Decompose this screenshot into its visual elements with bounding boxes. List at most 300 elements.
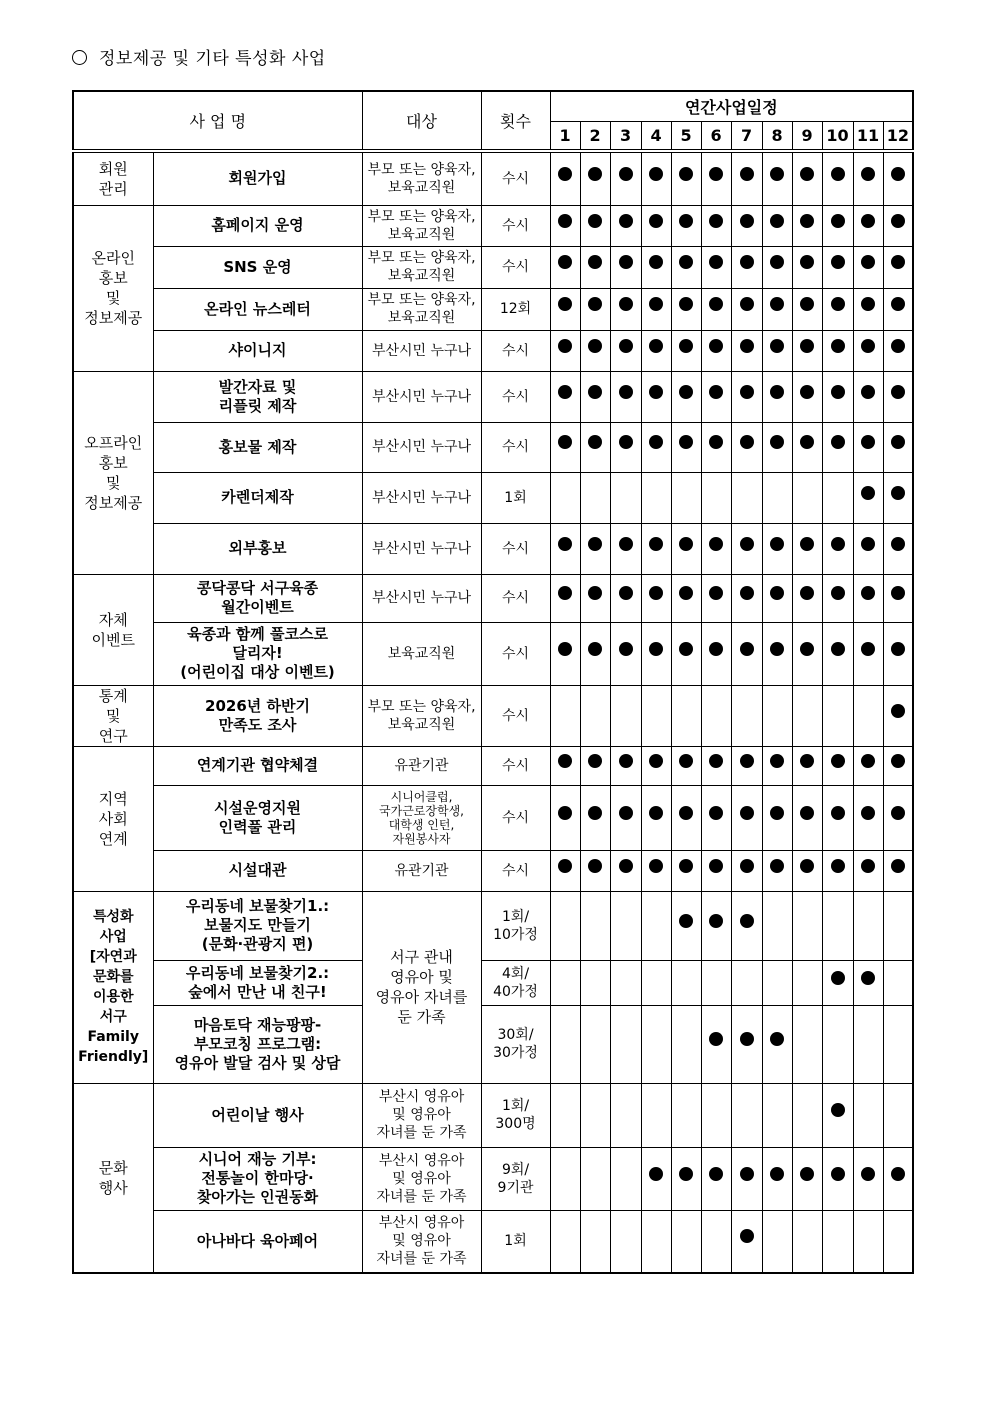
target-cell: 부산시민 누구나 bbox=[362, 472, 481, 523]
target-cell: 부산시 영유아 및 영유아 자녀를 둔 가족 bbox=[362, 1147, 481, 1210]
schedule-dot-icon bbox=[740, 167, 754, 181]
schedule-table bbox=[72, 90, 914, 1274]
schedule-dot-icon bbox=[558, 297, 572, 311]
schedule-dot-icon bbox=[740, 642, 754, 656]
month-cell-5 bbox=[671, 1005, 701, 1083]
target-cell: 부산시민 누구나 bbox=[362, 422, 481, 472]
program-name: 샤이니지 bbox=[153, 330, 362, 371]
program-name: SNS 운영 bbox=[153, 246, 362, 288]
schedule-dot-icon bbox=[679, 167, 693, 181]
schedule-dot-icon bbox=[891, 806, 905, 820]
target-cell: 시니어클럽, 국가근로장학생, 대학생 인턴, 자원봉사자 bbox=[362, 785, 481, 850]
month-cell-2 bbox=[580, 891, 610, 960]
month-cell-2 bbox=[580, 622, 610, 685]
month-cell-6 bbox=[701, 1147, 731, 1210]
schedule-dot-icon bbox=[709, 385, 723, 399]
program-name: 외부홍보 bbox=[153, 523, 362, 574]
schedule-dot-icon bbox=[588, 435, 602, 449]
schedule-dot-icon bbox=[709, 914, 723, 928]
month-cell-7 bbox=[731, 785, 762, 850]
month-cell-7 bbox=[731, 246, 762, 288]
month-cell-10 bbox=[822, 205, 853, 246]
category-cell: 온라인 홍보 및 정보제공 bbox=[73, 205, 153, 371]
month-cell-2 bbox=[580, 574, 610, 622]
month-cell-5 bbox=[671, 574, 701, 622]
month-cell-12 bbox=[883, 1083, 913, 1147]
schedule-dot-icon bbox=[861, 537, 875, 551]
month-cell-5 bbox=[671, 472, 701, 523]
month-cell-3 bbox=[610, 785, 641, 850]
schedule-dot-icon bbox=[649, 255, 663, 269]
schedule-dot-icon bbox=[679, 297, 693, 311]
month-cell-1 bbox=[550, 622, 580, 685]
month-cell-8 bbox=[762, 746, 792, 785]
schedule-dot-icon bbox=[831, 255, 845, 269]
schedule-dot-icon bbox=[770, 1167, 784, 1181]
schedule-dot-icon bbox=[861, 486, 875, 500]
month-cell-2 bbox=[580, 246, 610, 288]
month-cell-1 bbox=[550, 960, 580, 1005]
month-cell-5 bbox=[671, 891, 701, 960]
schedule-dot-icon bbox=[679, 642, 693, 656]
header-month-9: 9 bbox=[792, 121, 822, 151]
table-row bbox=[73, 746, 913, 785]
month-cell-4 bbox=[641, 330, 671, 371]
month-cell-5 bbox=[671, 746, 701, 785]
schedule-dot-icon bbox=[649, 297, 663, 311]
month-cell-11 bbox=[853, 205, 883, 246]
schedule-dot-icon bbox=[891, 859, 905, 873]
schedule-dot-icon bbox=[558, 255, 572, 269]
program-name: 연계기관 협약체결 bbox=[153, 746, 362, 785]
table-row bbox=[73, 891, 913, 960]
month-cell-8 bbox=[762, 960, 792, 1005]
target-cell: 부모 또는 양육자, 보육교직원 bbox=[362, 205, 481, 246]
schedule-dot-icon bbox=[891, 339, 905, 353]
month-cell-7 bbox=[731, 1083, 762, 1147]
month-cell-6 bbox=[701, 685, 731, 746]
month-cell-6 bbox=[701, 1210, 731, 1273]
header-month-11: 11 bbox=[853, 121, 883, 151]
month-cell-7 bbox=[731, 850, 762, 891]
month-cell-7 bbox=[731, 574, 762, 622]
month-cell-5 bbox=[671, 1210, 701, 1273]
table-row bbox=[73, 785, 913, 850]
month-cell-12 bbox=[883, 960, 913, 1005]
month-cell-5 bbox=[671, 785, 701, 850]
schedule-dot-icon bbox=[831, 806, 845, 820]
month-cell-4 bbox=[641, 246, 671, 288]
month-cell-8 bbox=[762, 1210, 792, 1273]
schedule-dot-icon bbox=[800, 586, 814, 600]
program-name: 시설대관 bbox=[153, 850, 362, 891]
month-cell-9 bbox=[792, 151, 822, 205]
count-cell: 1회/ 300명 bbox=[481, 1083, 550, 1147]
schedule-dot-icon bbox=[770, 586, 784, 600]
month-cell-3 bbox=[610, 960, 641, 1005]
month-cell-4 bbox=[641, 371, 671, 422]
table-row bbox=[73, 574, 913, 622]
schedule-dot-icon bbox=[588, 642, 602, 656]
month-cell-7 bbox=[731, 288, 762, 330]
schedule-dot-icon bbox=[558, 859, 572, 873]
header-program: 사 업 명 bbox=[73, 91, 362, 151]
schedule-dot-icon bbox=[891, 385, 905, 399]
schedule-dot-icon bbox=[800, 214, 814, 228]
schedule-dot-icon bbox=[649, 167, 663, 181]
header-month-6: 6 bbox=[701, 121, 731, 151]
schedule-dot-icon bbox=[740, 859, 754, 873]
count-cell: 수시 bbox=[481, 685, 550, 746]
month-cell-7 bbox=[731, 746, 762, 785]
schedule-dot-icon bbox=[770, 255, 784, 269]
month-cell-8 bbox=[762, 422, 792, 472]
schedule-dot-icon bbox=[800, 1167, 814, 1181]
month-cell-8 bbox=[762, 1147, 792, 1210]
schedule-dot-icon bbox=[679, 339, 693, 353]
month-cell-10 bbox=[822, 785, 853, 850]
month-cell-5 bbox=[671, 288, 701, 330]
schedule-dot-icon bbox=[619, 859, 633, 873]
month-cell-10 bbox=[822, 371, 853, 422]
month-cell-9 bbox=[792, 574, 822, 622]
month-cell-10 bbox=[822, 1083, 853, 1147]
month-cell-3 bbox=[610, 891, 641, 960]
month-cell-1 bbox=[550, 746, 580, 785]
header-month-2: 2 bbox=[580, 121, 610, 151]
schedule-dot-icon bbox=[861, 1167, 875, 1181]
schedule-dot-icon bbox=[679, 255, 693, 269]
month-cell-1 bbox=[550, 685, 580, 746]
month-cell-11 bbox=[853, 371, 883, 422]
schedule-dot-icon bbox=[649, 339, 663, 353]
target-cell: 부모 또는 양육자, 보육교직원 bbox=[362, 288, 481, 330]
program-name: 아나바다 육아페어 bbox=[153, 1210, 362, 1273]
schedule-dot-icon bbox=[588, 255, 602, 269]
month-cell-6 bbox=[701, 523, 731, 574]
schedule-dot-icon bbox=[770, 385, 784, 399]
month-cell-4 bbox=[641, 205, 671, 246]
schedule-dot-icon bbox=[740, 339, 754, 353]
schedule-dot-icon bbox=[588, 385, 602, 399]
schedule-dot-icon bbox=[831, 339, 845, 353]
schedule-dot-icon bbox=[831, 642, 845, 656]
table-row bbox=[73, 371, 913, 422]
month-cell-1 bbox=[550, 151, 580, 205]
month-cell-4 bbox=[641, 1005, 671, 1083]
header-month-8: 8 bbox=[762, 121, 792, 151]
month-cell-1 bbox=[550, 422, 580, 472]
schedule-dot-icon bbox=[588, 586, 602, 600]
schedule-dot-icon bbox=[831, 754, 845, 768]
schedule-dot-icon bbox=[679, 1167, 693, 1181]
count-cell: 4회/ 40가정 bbox=[481, 960, 550, 1005]
table-row bbox=[73, 1210, 913, 1273]
count-cell: 30회/ 30가정 bbox=[481, 1005, 550, 1083]
schedule-dot-icon bbox=[649, 435, 663, 449]
schedule-dot-icon bbox=[831, 1167, 845, 1181]
month-cell-3 bbox=[610, 1147, 641, 1210]
month-cell-4 bbox=[641, 523, 671, 574]
count-cell: 수시 bbox=[481, 422, 550, 472]
month-cell-7 bbox=[731, 1210, 762, 1273]
month-cell-3 bbox=[610, 371, 641, 422]
schedule-dot-icon bbox=[619, 754, 633, 768]
schedule-dot-icon bbox=[891, 537, 905, 551]
table-row bbox=[73, 1005, 913, 1083]
month-cell-7 bbox=[731, 205, 762, 246]
schedule-dot-icon bbox=[649, 586, 663, 600]
table-row bbox=[73, 205, 913, 246]
schedule-dot-icon bbox=[831, 435, 845, 449]
schedule-dot-icon bbox=[831, 214, 845, 228]
schedule-dot-icon bbox=[770, 806, 784, 820]
table-row bbox=[73, 960, 913, 1005]
month-cell-2 bbox=[580, 371, 610, 422]
table-row bbox=[73, 850, 913, 891]
table-row bbox=[73, 151, 913, 205]
month-cell-6 bbox=[701, 785, 731, 850]
month-cell-2 bbox=[580, 422, 610, 472]
month-cell-7 bbox=[731, 472, 762, 523]
month-cell-9 bbox=[792, 622, 822, 685]
schedule-dot-icon bbox=[558, 214, 572, 228]
target-cell: 부산시민 누구나 bbox=[362, 523, 481, 574]
month-cell-1 bbox=[550, 574, 580, 622]
month-cell-6 bbox=[701, 205, 731, 246]
month-cell-4 bbox=[641, 151, 671, 205]
month-cell-9 bbox=[792, 785, 822, 850]
month-cell-7 bbox=[731, 1005, 762, 1083]
header-month-1: 1 bbox=[550, 121, 580, 151]
category-cell: 지역 사회 연계 bbox=[73, 746, 153, 891]
count-cell: 수시 bbox=[481, 205, 550, 246]
month-cell-4 bbox=[641, 1147, 671, 1210]
program-name: 우리동네 보물찾기1.: 보물지도 만들기 (문화·관광지 편) bbox=[153, 891, 362, 960]
month-cell-10 bbox=[822, 422, 853, 472]
month-cell-10 bbox=[822, 1005, 853, 1083]
schedule-dot-icon bbox=[740, 297, 754, 311]
circle-bullet-icon bbox=[72, 50, 87, 65]
table-row bbox=[73, 523, 913, 574]
schedule-dot-icon bbox=[649, 214, 663, 228]
month-cell-12 bbox=[883, 1147, 913, 1210]
month-cell-5 bbox=[671, 960, 701, 1005]
table-row bbox=[73, 330, 913, 371]
month-cell-2 bbox=[580, 330, 610, 371]
month-cell-12 bbox=[883, 371, 913, 422]
month-cell-8 bbox=[762, 622, 792, 685]
month-cell-11 bbox=[853, 960, 883, 1005]
schedule-dot-icon bbox=[709, 167, 723, 181]
schedule-dot-icon bbox=[588, 859, 602, 873]
target-cell: 부모 또는 양육자, 보육교직원 bbox=[362, 151, 481, 205]
header-target: 대상 bbox=[362, 91, 481, 151]
schedule-dot-icon bbox=[588, 167, 602, 181]
schedule-dot-icon bbox=[831, 385, 845, 399]
schedule-dot-icon bbox=[740, 214, 754, 228]
schedule-dot-icon bbox=[679, 214, 693, 228]
schedule-dot-icon bbox=[770, 754, 784, 768]
month-cell-1 bbox=[550, 891, 580, 960]
schedule-dot-icon bbox=[679, 586, 693, 600]
month-cell-5 bbox=[671, 330, 701, 371]
schedule-dot-icon bbox=[891, 642, 905, 656]
month-cell-6 bbox=[701, 891, 731, 960]
month-cell-3 bbox=[610, 622, 641, 685]
schedule-dot-icon bbox=[740, 914, 754, 928]
month-cell-9 bbox=[792, 1005, 822, 1083]
schedule-dot-icon bbox=[588, 806, 602, 820]
month-cell-10 bbox=[822, 574, 853, 622]
month-cell-9 bbox=[792, 1083, 822, 1147]
month-cell-12 bbox=[883, 850, 913, 891]
month-cell-11 bbox=[853, 574, 883, 622]
schedule-dot-icon bbox=[770, 167, 784, 181]
schedule-dot-icon bbox=[770, 214, 784, 228]
schedule-dot-icon bbox=[649, 642, 663, 656]
month-cell-6 bbox=[701, 1083, 731, 1147]
month-cell-10 bbox=[822, 1210, 853, 1273]
category-cell: 특성화 사업 [자연과 문화를 이용한 서구 Family Friendly] bbox=[73, 891, 153, 1083]
month-cell-2 bbox=[580, 685, 610, 746]
header-month-3: 3 bbox=[610, 121, 641, 151]
schedule-dot-icon bbox=[861, 167, 875, 181]
month-cell-8 bbox=[762, 205, 792, 246]
month-cell-8 bbox=[762, 330, 792, 371]
schedule-dot-icon bbox=[861, 586, 875, 600]
program-name: 홍보물 제작 bbox=[153, 422, 362, 472]
month-cell-12 bbox=[883, 1210, 913, 1273]
schedule-dot-icon bbox=[709, 859, 723, 873]
schedule-dot-icon bbox=[679, 435, 693, 449]
month-cell-9 bbox=[792, 288, 822, 330]
month-cell-6 bbox=[701, 330, 731, 371]
schedule-dot-icon bbox=[619, 642, 633, 656]
month-cell-6 bbox=[701, 746, 731, 785]
month-cell-12 bbox=[883, 685, 913, 746]
target-cell: 부산시민 누구나 bbox=[362, 574, 481, 622]
header-month-7: 7 bbox=[731, 121, 762, 151]
month-cell-11 bbox=[853, 1005, 883, 1083]
month-cell-12 bbox=[883, 891, 913, 960]
month-cell-11 bbox=[853, 622, 883, 685]
schedule-dot-icon bbox=[558, 806, 572, 820]
count-cell: 12회 bbox=[481, 288, 550, 330]
schedule-dot-icon bbox=[740, 435, 754, 449]
month-cell-12 bbox=[883, 746, 913, 785]
month-cell-12 bbox=[883, 622, 913, 685]
schedule-dot-icon bbox=[861, 339, 875, 353]
program-name: 발간자료 및 리플릿 제작 bbox=[153, 371, 362, 422]
month-cell-10 bbox=[822, 523, 853, 574]
header-month-10: 10 bbox=[822, 121, 853, 151]
schedule-dot-icon bbox=[740, 537, 754, 551]
month-cell-7 bbox=[731, 330, 762, 371]
month-cell-2 bbox=[580, 1005, 610, 1083]
month-cell-9 bbox=[792, 246, 822, 288]
header-month-4: 4 bbox=[641, 121, 671, 151]
month-cell-10 bbox=[822, 685, 853, 746]
month-cell-11 bbox=[853, 246, 883, 288]
schedule-dot-icon bbox=[800, 435, 814, 449]
table-row bbox=[73, 685, 913, 746]
table-row bbox=[73, 1083, 913, 1147]
month-cell-10 bbox=[822, 850, 853, 891]
schedule-dot-icon bbox=[679, 914, 693, 928]
month-cell-4 bbox=[641, 288, 671, 330]
month-cell-7 bbox=[731, 1147, 762, 1210]
month-cell-9 bbox=[792, 1210, 822, 1273]
count-cell: 1회 bbox=[481, 472, 550, 523]
schedule-dot-icon bbox=[770, 537, 784, 551]
month-cell-9 bbox=[792, 523, 822, 574]
month-cell-9 bbox=[792, 891, 822, 960]
header-schedule: 연간사업일정 bbox=[550, 91, 913, 121]
month-cell-9 bbox=[792, 746, 822, 785]
month-cell-11 bbox=[853, 330, 883, 371]
schedule-dot-icon bbox=[649, 537, 663, 551]
program-name: 시설운영지원 인력풀 관리 bbox=[153, 785, 362, 850]
month-cell-12 bbox=[883, 422, 913, 472]
month-cell-3 bbox=[610, 685, 641, 746]
schedule-dot-icon bbox=[709, 1032, 723, 1046]
month-cell-1 bbox=[550, 1083, 580, 1147]
table-row bbox=[73, 472, 913, 523]
table-row bbox=[73, 1147, 913, 1210]
schedule-dot-icon bbox=[891, 297, 905, 311]
schedule-dot-icon bbox=[619, 255, 633, 269]
month-cell-11 bbox=[853, 472, 883, 523]
section-title-text: 정보제공 및 기타 특성화 사업 bbox=[99, 49, 326, 69]
month-cell-6 bbox=[701, 574, 731, 622]
month-cell-9 bbox=[792, 472, 822, 523]
target-cell: 부모 또는 양육자, 보육교직원 bbox=[362, 246, 481, 288]
schedule-dot-icon bbox=[679, 537, 693, 551]
program-name: 마음토닥 재능팡팡- 부모코칭 프로그램: 영유아 발달 검사 및 상담 bbox=[153, 1005, 362, 1083]
schedule-dot-icon bbox=[709, 806, 723, 820]
schedule-dot-icon bbox=[891, 704, 905, 718]
target-cell: 부산시민 누구나 bbox=[362, 330, 481, 371]
month-cell-12 bbox=[883, 472, 913, 523]
month-cell-3 bbox=[610, 574, 641, 622]
schedule-dot-icon bbox=[619, 586, 633, 600]
schedule-dot-icon bbox=[861, 214, 875, 228]
program-name: 콩닥콩닥 서구육종 월간이벤트 bbox=[153, 574, 362, 622]
target-cell: 부산시민 누구나 bbox=[362, 371, 481, 422]
month-cell-6 bbox=[701, 1005, 731, 1083]
month-cell-12 bbox=[883, 288, 913, 330]
schedule-dot-icon bbox=[588, 537, 602, 551]
month-cell-11 bbox=[853, 785, 883, 850]
schedule-dot-icon bbox=[800, 859, 814, 873]
count-cell: 수시 bbox=[481, 574, 550, 622]
schedule-dot-icon bbox=[891, 255, 905, 269]
month-cell-2 bbox=[580, 151, 610, 205]
month-cell-1 bbox=[550, 785, 580, 850]
count-cell: 수시 bbox=[481, 850, 550, 891]
count-cell: 1회 bbox=[481, 1210, 550, 1273]
month-cell-3 bbox=[610, 850, 641, 891]
schedule-dot-icon bbox=[588, 297, 602, 311]
schedule-dot-icon bbox=[558, 754, 572, 768]
schedule-dot-icon bbox=[831, 1103, 845, 1117]
month-cell-4 bbox=[641, 1083, 671, 1147]
target-cell: 부산시 영유아 및 영유아 자녀를 둔 가족 bbox=[362, 1083, 481, 1147]
month-cell-1 bbox=[550, 1005, 580, 1083]
month-cell-2 bbox=[580, 205, 610, 246]
month-cell-5 bbox=[671, 1147, 701, 1210]
